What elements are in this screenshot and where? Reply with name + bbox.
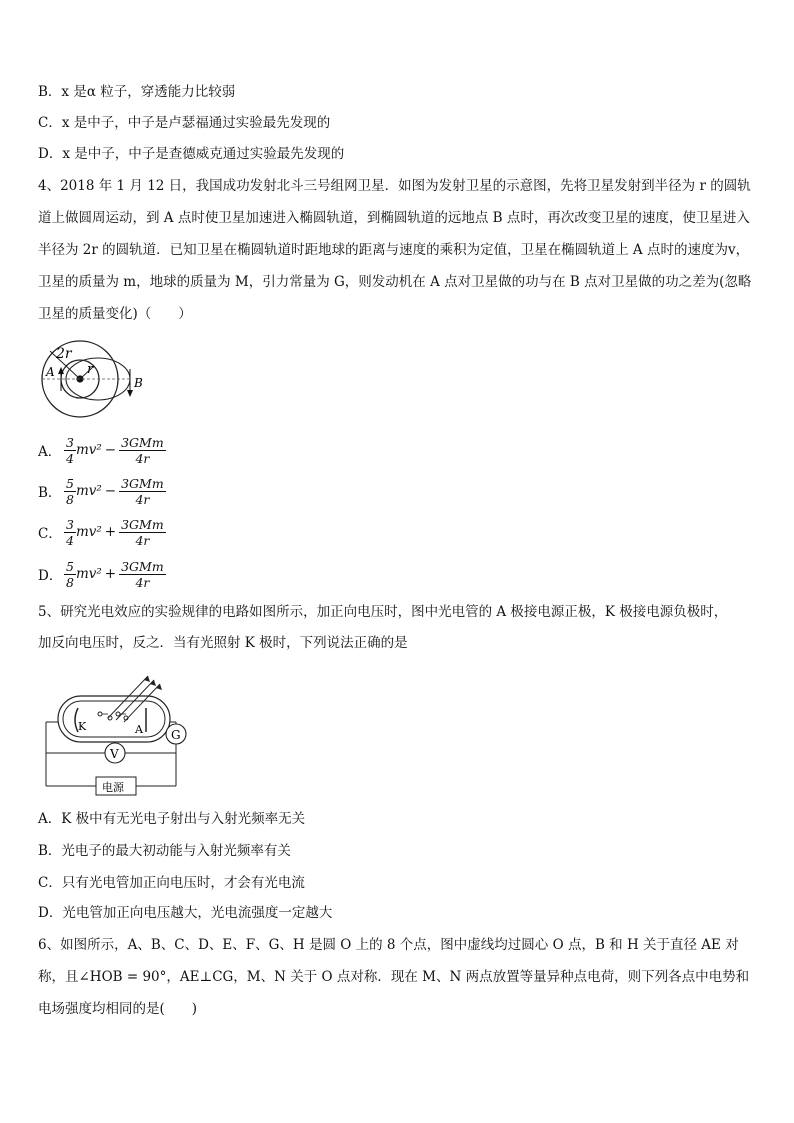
q5-option-a[interactable]: A．K 极中有无光电子射出与入射光频率无关 [38, 811, 306, 827]
label-g: G [171, 728, 181, 742]
photoelectric-circuit-figure [38, 660, 198, 800]
q5-option-c[interactable]: C．只有光电管加正向电压时，才会有光电流 [38, 875, 305, 891]
q4-option-d[interactable]: D． $\frac{5}{8}$ mv² + $\frac{\text{3GMm}}{4r}$ [38, 558, 164, 590]
label-power-source: 电源 [102, 781, 124, 794]
question-5-line-1: 5、研究光电效应的实验规律的电路如图所示，加正向电压时，图中光电管的 A 极接电源正极，K 极接电源负极时， [38, 604, 728, 620]
q4-option-b[interactable]: B． $\frac{5}{8}$ mv² − $\frac{\text{3GMm}}{4r}$ [38, 475, 164, 507]
question-6-text: 6、如图所示，A、B、C、D、E、F、G、H 是圆 O 上的 8 个点，图中虚线均过圆心 O 点，B 和 H 关于直径 AE 对称，且∠HOB = 90°，AE⊥CG，M、N 关于 O 点对称．现在 M、N 两点放置等量异种点电荷，则下列各点中电势和电场强度均相同的是( ) [38, 937, 750, 1017]
prev-option-d: D．x 是中子，中子是查德威克通过实验最先发现的 [38, 146, 345, 162]
label-k: K [78, 720, 87, 733]
label-a-electrode: A [135, 723, 143, 736]
q5-option-d[interactable]: D．光电管加正向电压越大，光电流强度一定越大 [38, 905, 333, 921]
prev-option-b: B．x 是α 粒子，穿透能力比较弱 [38, 84, 236, 100]
label-r: r [87, 362, 94, 377]
label-a: A [46, 365, 55, 379]
satellite-orbit-figure [38, 335, 158, 425]
label-v: V [110, 747, 119, 761]
label-b: B [134, 376, 143, 390]
prev-option-c: C．x 是中子，中子是卢瑟福通过实验最先发现的 [38, 115, 331, 131]
q4-option-c[interactable]: C． $\frac{3}{4}$ mv² + $\frac{\text{3GMm}}{4r}$ [38, 516, 164, 548]
question-4-text: 4、2018 年 1 月 12 日，我国成功发射北斗三号组网卫星．如图为发射卫星的示意图，先将卫星发射到半径为 r 的圆轨道上做圆周运动，到 A 点时使卫星加速进入椭圆轨道，到椭圆轨道的远地点 B 点时，再次改变卫星的速度，使卫星进入半径为 2r 的圆轨道．已知卫星在椭圆轨道时距地球的距离与速度的乘积为定值，卫星在椭圆轨道上 A 点时的速度为v，卫星的质量为 m，地球的质量为 M，引力常量为 G，则发动机在 A 点对卫星做的功与在 B 点对卫星做的功之差为(忽略卫星的质量变化)（ ） [38, 178, 752, 322]
q4-option-a[interactable]: A． $\frac{3}{4}$ mv² − $\frac{\text{3GMm}}{4r}$ [38, 434, 164, 466]
label-2r: 2r [56, 346, 72, 362]
q5-option-b[interactable]: B．光电子的最大初动能与入射光频率有关 [38, 843, 291, 859]
question-5-line-2: 加反向电压时，反之．当有光照射 K 极时，下列说法正确的是 [38, 635, 408, 651]
